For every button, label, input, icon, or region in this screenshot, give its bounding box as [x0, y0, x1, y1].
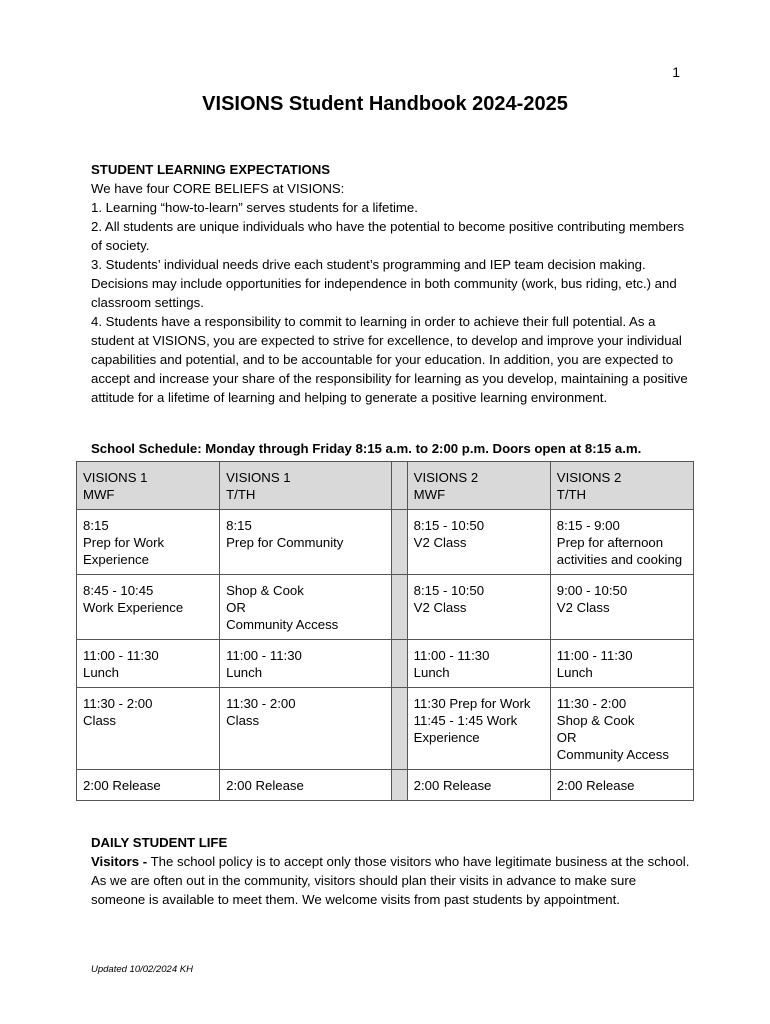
- cell-text: 11:00 - 11:30: [556, 648, 633, 663]
- cell-text: 8:15: [83, 518, 109, 533]
- cell-text: Prep for Work: [83, 535, 165, 550]
- cell-text: Experience: [413, 730, 480, 745]
- schedule-cell: [407, 770, 550, 801]
- schedule-cell: [77, 640, 220, 688]
- core-belief-item: 2. All students are unique individuals who have the potential to become positive contributing members of society.: [91, 219, 685, 253]
- cell-text: Prep for afternoon: [556, 535, 664, 550]
- schedule-header-cell: [407, 462, 550, 510]
- cell-text: Experience: [83, 552, 149, 567]
- footer-updated-note: Updated 10/02/2024 KH: [91, 964, 193, 975]
- cell-text: T/TH: [556, 487, 587, 502]
- cell-text: Class: [226, 713, 260, 728]
- cell-text: T/TH: [226, 487, 256, 502]
- learning-expectations-heading: STUDENT LEARNING EXPECTATIONS: [91, 162, 331, 177]
- cell-text: activities and cooking: [556, 552, 683, 567]
- cell-text: Class: [83, 713, 116, 728]
- cell-text: Shop & Cook: [226, 583, 304, 598]
- schedule-divider-column: [391, 575, 407, 640]
- cell-text: 11:30 - 2:00: [83, 696, 153, 711]
- cell-text: OR: [226, 600, 246, 615]
- cell-text: V2 Class: [413, 600, 467, 615]
- cell-text: 11:00 - 11:30: [413, 648, 490, 663]
- schedule-cell: [550, 510, 693, 575]
- cell-text: 8:15: [226, 518, 252, 533]
- cell-text: MWF: [413, 487, 446, 502]
- cell-text: Shop & Cook: [556, 713, 635, 728]
- schedule-divider-column: [391, 510, 407, 575]
- schedule-row: [77, 770, 694, 801]
- schedule-cell: [220, 640, 391, 688]
- school-schedule-table: [76, 461, 694, 801]
- schedule-divider-column: [391, 462, 407, 510]
- schedule-cell: [407, 640, 550, 688]
- schedule-cell: [550, 770, 693, 801]
- schedule-cell: [407, 688, 550, 770]
- learning-expectations-section: [91, 160, 691, 407]
- cell-text: Lunch: [83, 665, 119, 680]
- cell-text: 8:15 - 10:50: [413, 583, 485, 598]
- schedule-header-row: [77, 462, 694, 510]
- cell-text: 11:45 - 1:45 Work: [413, 713, 518, 728]
- cell-text: 2:00 Release: [83, 778, 161, 793]
- cell-text: 11:30 - 2:00: [226, 696, 296, 711]
- schedule-cell: [550, 688, 693, 770]
- core-beliefs-intro: We have four CORE BELIEFS at VISIONS:: [91, 181, 345, 196]
- daily-student-life-section: [91, 833, 691, 909]
- schedule-divider-column: [391, 640, 407, 688]
- schedule-cell: [407, 510, 550, 575]
- cell-text: Work Experience: [83, 600, 184, 615]
- cell-text: 11:00 - 11:30: [83, 648, 159, 663]
- cell-text: Lunch: [413, 665, 450, 680]
- schedule-cell: [550, 575, 693, 640]
- cell-text: V2 Class: [413, 535, 467, 550]
- cell-text: Community Access: [226, 617, 339, 632]
- school-schedule-heading: School Schedule: Monday through Friday 8:15 a.m. to 2:00 p.m. Doors open at 8:15 a.m.: [91, 441, 642, 456]
- cell-text: VISIONS 1: [226, 470, 291, 485]
- cell-text: Lunch: [226, 665, 263, 680]
- core-belief-item: 1. Learning “how-to-learn” serves students for a lifetime.: [91, 200, 418, 215]
- schedule-cell: [77, 770, 220, 801]
- cell-text: V2 Class: [556, 600, 610, 615]
- schedule-cell: [77, 688, 220, 770]
- schedule-header-cell: [220, 462, 391, 510]
- page-number: 1: [672, 64, 680, 80]
- cell-text: OR: [556, 730, 577, 745]
- schedule-cell: [220, 510, 391, 575]
- daily-student-life-heading: DAILY STUDENT LIFE: [91, 835, 228, 850]
- schedule-cell: [407, 575, 550, 640]
- cell-text: 11:30 Prep for Work: [413, 696, 531, 711]
- cell-text: 11:30 - 2:00: [556, 696, 627, 711]
- cell-text: 2:00 Release: [413, 778, 492, 793]
- visitors-text: The school policy is to accept only those visitors who have legitimate business at the school. As we are often out in the community, visitors should plan their visits in advance to make sure someone is available to meet them. We welcome visits from past students by appointment.: [91, 854, 690, 907]
- cell-text: VISIONS 2: [556, 470, 622, 485]
- cell-text: 8:45 - 10:45: [83, 583, 154, 598]
- core-belief-item: 3. Students’ individual needs drive each student’s programming and IEP team decision making. Decisions may include opportunities for independence in both community (work, bus riding, etc.) and classroom settings.: [91, 257, 677, 310]
- schedule-header-cell: [550, 462, 693, 510]
- schedule-cell: [220, 688, 391, 770]
- schedule-header-cell: [77, 462, 220, 510]
- schedule-cell: [550, 640, 693, 688]
- cell-text: VISIONS 1: [83, 470, 148, 485]
- schedule-cell: [77, 510, 220, 575]
- cell-text: Community Access: [556, 747, 669, 762]
- schedule-divider-column: [391, 688, 407, 770]
- cell-text: Lunch: [556, 665, 593, 680]
- cell-text: MWF: [83, 487, 115, 502]
- cell-text: 2:00 Release: [226, 778, 304, 793]
- cell-text: VISIONS 2: [413, 470, 479, 485]
- visitors-label: Visitors -: [91, 854, 148, 869]
- cell-text: 2:00 Release: [556, 778, 635, 793]
- schedule-cell: [77, 575, 220, 640]
- cell-text: 9:00 - 10:50: [556, 583, 628, 598]
- cell-text: 11:00 - 11:30: [226, 648, 302, 663]
- schedule-row: [77, 510, 694, 575]
- cell-text: 8:15 - 9:00: [556, 518, 620, 533]
- schedule-cell: [220, 770, 391, 801]
- schedule-row: [77, 640, 694, 688]
- visitors-paragraph: [91, 852, 691, 909]
- schedule-row: [77, 688, 694, 770]
- schedule-row: [77, 575, 694, 640]
- schedule-divider-column: [391, 770, 407, 801]
- cell-text: Prep for Community: [226, 535, 344, 550]
- core-belief-item: 4. Students have a responsibility to commit to learning in order to achieve their full potential. As a student at VISIONS, you are expected to strive for excellence, to develop and improve your individual capabilities and potential, and to be accountable for your education. In addition, you are expected to accept and increase your share of the responsibility for learning as you develop, maintaining a positive attitude for a lifetime of learning and helping to generate a positive learning environment.: [91, 314, 688, 405]
- schedule-cell: [220, 575, 391, 640]
- document-title: VISIONS Student Handbook 2024-2025: [202, 93, 568, 115]
- cell-text: 8:15 - 10:50: [413, 518, 485, 533]
